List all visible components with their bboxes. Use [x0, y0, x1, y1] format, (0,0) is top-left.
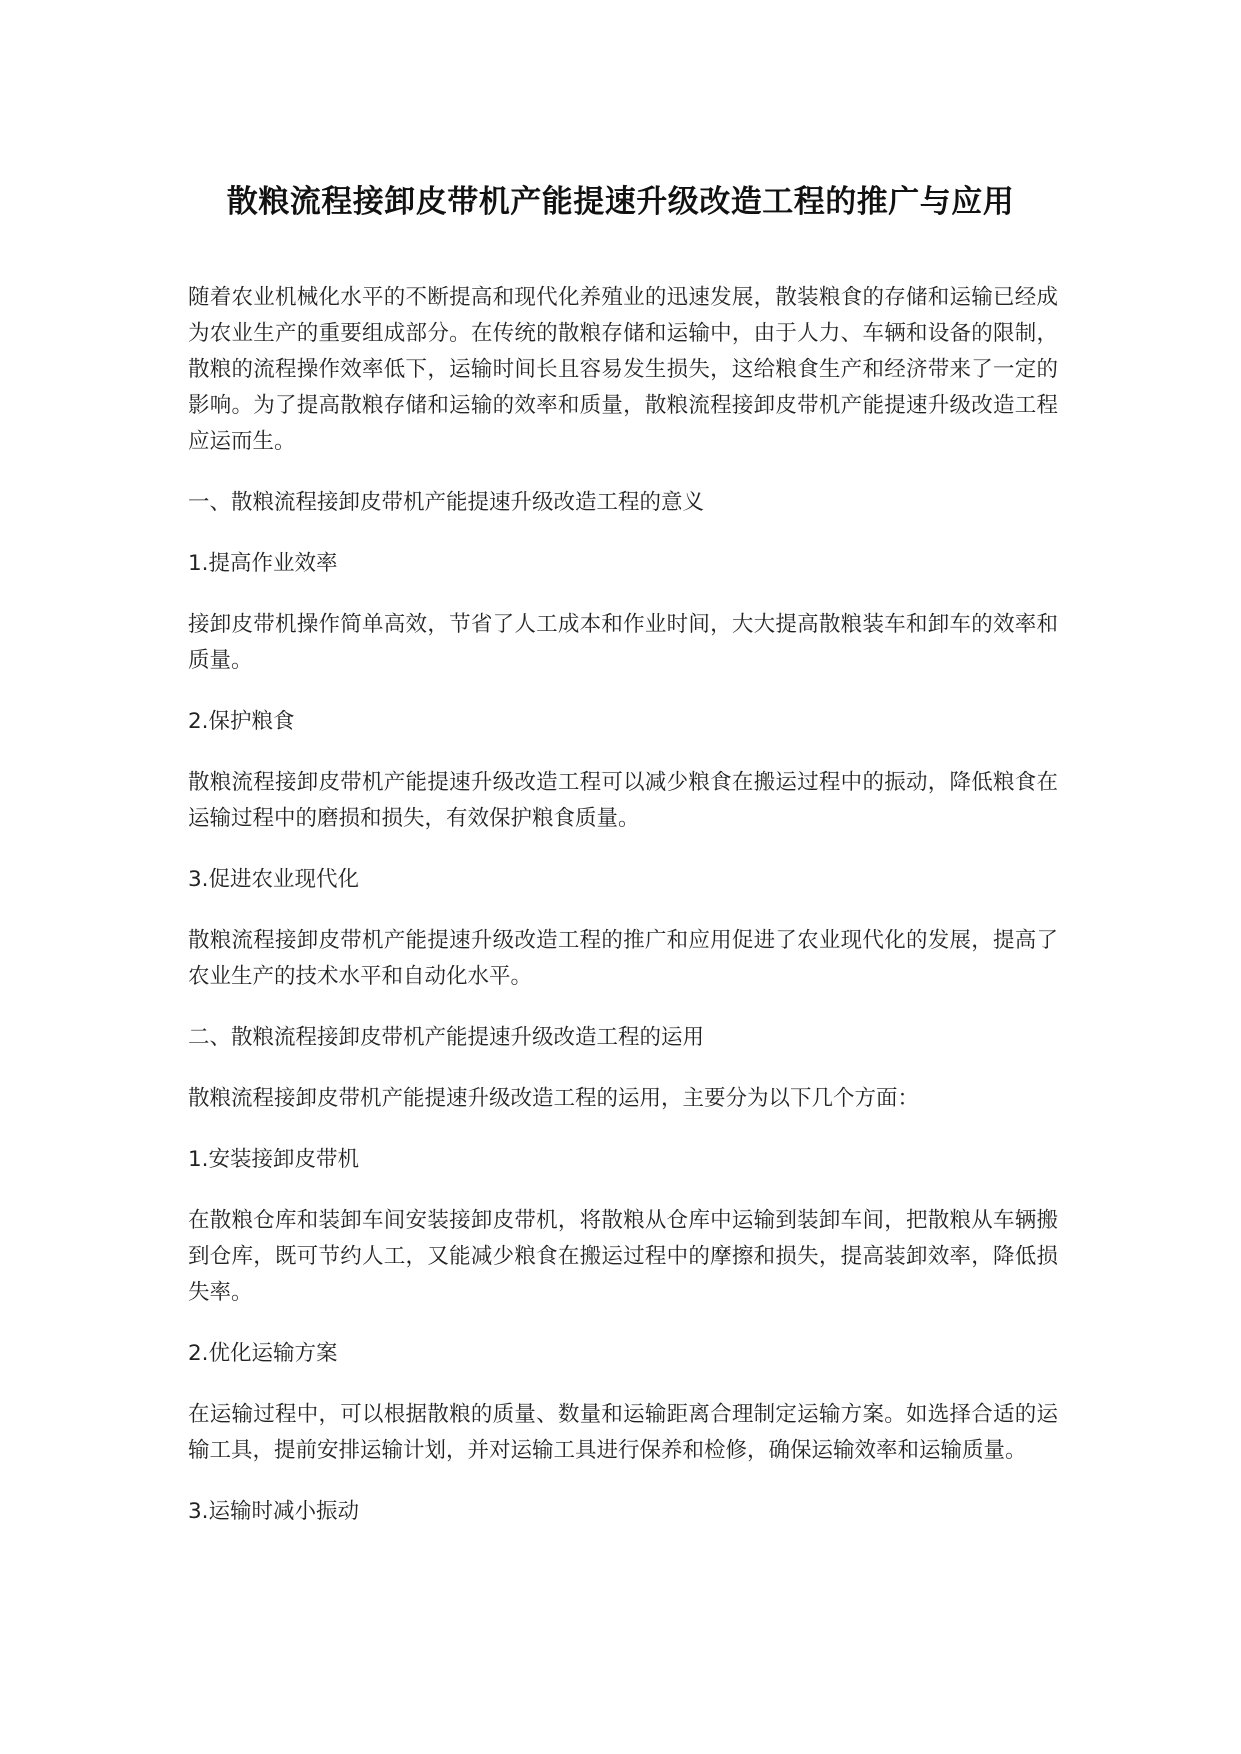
section-heading-1: 一、散粮流程接卸皮带机产能提速升级改造工程的意义	[188, 490, 705, 515]
document-body	[188, 280, 1058, 1555]
paragraph-protect-grain: 散粮流程接卸皮带机产能提速升级改造工程可以减少粮食在搬运过程中的振动，降低粮食在运输过程中的磨损和损失，有效保护粮食质量。	[188, 770, 1058, 831]
subheading-reduce-vibration: 3.运输时减小振动	[188, 1499, 360, 1524]
subheading-modernization: 3.促进农业现代化	[188, 867, 360, 892]
subheading-efficiency: 1.提高作业效率	[188, 551, 338, 576]
paragraph-efficiency: 接卸皮带机操作简单高效，节省了人工成本和作业时间，大大提高散粮装车和卸车的效率和质量。	[188, 612, 1058, 673]
paragraph-optimize-transport: 在运输过程中，可以根据散粮的质量、数量和运输距离合理制定运输方案。如选择合适的运输工具，提前安排运输计划，并对运输工具进行保养和检修，确保运输效率和运输质量。	[188, 1402, 1058, 1463]
paragraph-application-intro: 散粮流程接卸皮带机产能提速升级改造工程的运用，主要分为以下几个方面：	[188, 1086, 920, 1111]
paragraph-modernization: 散粮流程接卸皮带机产能提速升级改造工程的推广和应用促进了农业现代化的发展，提高了农业生产的技术水平和自动化水平。	[188, 928, 1058, 989]
subheading-optimize-transport: 2.优化运输方案	[188, 1341, 338, 1366]
paragraph-install-conveyor: 在散粮仓库和装卸车间安装接卸皮带机，将散粮从仓库中运输到装卸车间，把散粮从车辆搬到仓库，既可节约人工，又能减少粮食在搬运过程中的摩擦和损失，提高装卸效率，降低损失率。	[188, 1208, 1058, 1305]
subheading-install-conveyor: 1.安装接卸皮带机	[188, 1147, 360, 1172]
section-heading-2: 二、散粮流程接卸皮带机产能提速升级改造工程的运用	[188, 1025, 705, 1050]
intro-paragraph: 随着农业机械化水平的不断提高和现代化养殖业的迅速发展，散装粮食的存储和运输已经成为农业生产的重要组成部分。在传统的散粮存储和运输中，由于人力、车辆和设备的限制，散粮的流程操作效率低下，运输时间长且容易发生损失，这给粮食生产和经济带来了一定的影响。为了提高散粮存储和运输的效率和质量，散粮流程接卸皮带机产能提速升级改造工程应运而生。	[188, 285, 1058, 454]
subheading-protect-grain: 2.保护粮食	[188, 709, 295, 734]
document-title: 散粮流程接卸皮带机产能提速升级改造工程的推广与应用	[226, 184, 1015, 220]
